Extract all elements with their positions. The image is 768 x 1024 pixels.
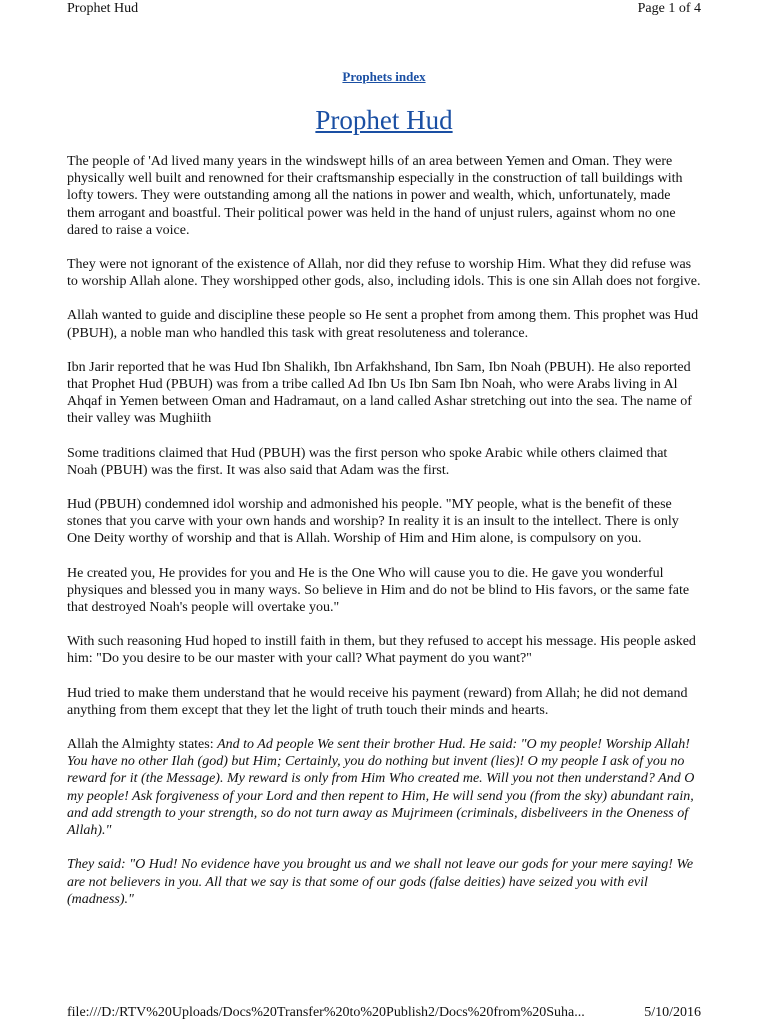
prophets-index-link[interactable]: Prophets index [342, 69, 426, 84]
final-quote: They said: "O Hud! No evidence have you brought us and we shall not leave our gods for your mere saying! We are not believers in you. All that we say is that some of our gods (false deities) have seized you with evil (madness)." [67, 857, 694, 907]
header-page-info: Page 1 of 4 [637, 1, 701, 16]
paragraph: Hud tried to make them understand that he would receive his payment (reward) from Allah; he did not demand anything from them except that they let the light of truth touch their minds and hearts. [67, 685, 688, 718]
paragraph: Allah wanted to guide and discipline these people so He sent a prophet from among them. This prophet was Hud (PBUH), a noble man who handled this task with great resoluteness and tolerance. [67, 308, 699, 341]
paragraph: Hud (PBUH) condemned idol worship and admonished his people. "MY people, what is the benefit of these stones that you carve with your own hands and worship? In reality it is an insult to the intellect. There is only One Deity worthy of worship and that is Allah. Worship of Him and Him alone, is compulsory on you. [67, 497, 679, 547]
quran-quote: And to Ad people We sent their brother Hud. He said: "O my people! Worship Allah! You have no other Ilah (god) but Him; Certainly, you do nothing but invent (lies)! O my people I ask of you no reward for it (the Message). My reward is only from Him Who created me. Will you not then understand? And O my people! Ask forgiveness of your Lord and then repent to Him, He will send you (from the sky) abundant rain, and add strength to your strength, so do not turn away as Mujrimeen (criminals, disbeliveers in the Oneness of Allah)." [67, 737, 695, 839]
header-title: Prophet Hud [67, 1, 139, 16]
article-body [67, 153, 701, 908]
quote-paragraph [67, 736, 701, 839]
paragraph: They were not ignorant of the existence of Allah, nor did they refuse to worship Him. What they did refuse was to worship Allah alone. They worshipped other gods, also, including idols. This is one sin Allah does not forgive. [67, 257, 701, 290]
paragraph: Some traditions claimed that Hud (PBUH) was the first person who spoke Arabic while others claimed that Noah (PBUH) was the first. It was also said that Adam was the first. [67, 445, 668, 478]
final-paragraph [67, 856, 701, 908]
page-footer [67, 1004, 701, 1024]
footer-path: file:///D:/RTV%20Uploads/Docs%20Transfer%20to%20Publish2/Docs%20from%20Suha... [67, 1005, 585, 1020]
page-header [67, 0, 701, 20]
document-content [67, 68, 701, 925]
footer-date: 5/10/2016 [644, 1005, 701, 1020]
paragraph: The people of 'Ad lived many years in the windswept hills of an area between Yemen and Oman. They were physically well built and renowned for their craftsmanship especially in the construction of tall buildings with lofty towers. They were outstanding among all the nations in power and wealth, which, unfortunately, made them arrogant and boastful. Their political power was held in the hand of unjust rulers, against whom no one dared to raise a voice. [67, 154, 683, 238]
paragraph: He created you, He provides for you and He is the One Who will cause you to die. He gave you wonderful physiques and blessed you in many ways. So believe in Him and do not be blind to His favors, or the same fate that destroyed Noah's people will overtake you." [67, 565, 690, 616]
paragraph: With such reasoning Hud hoped to instill faith in them, but they refused to accept his message. His people asked him: "Do you desire to be our master with your call? What payment do you want?" [67, 634, 696, 667]
page-title: Prophet Hud [315, 105, 453, 135]
paragraph: Ibn Jarir reported that he was Hud Ibn Shalikh, Ibn Arfakhshand, Ibn Sam, Ibn Noah (PBUH). He also reported that Prophet Hud (PBUH) was from a tribe called Ad Ibn Us Ibn Sam Ibn Noah, who were Arabs living in Al Ahqaf in Yemen between Oman and Hadramaut, on a land called Ashar stretching out into the sea. The name of their valley was Mughiith [67, 359, 692, 427]
quote-lead: Allah the Almighty states: [67, 737, 218, 753]
